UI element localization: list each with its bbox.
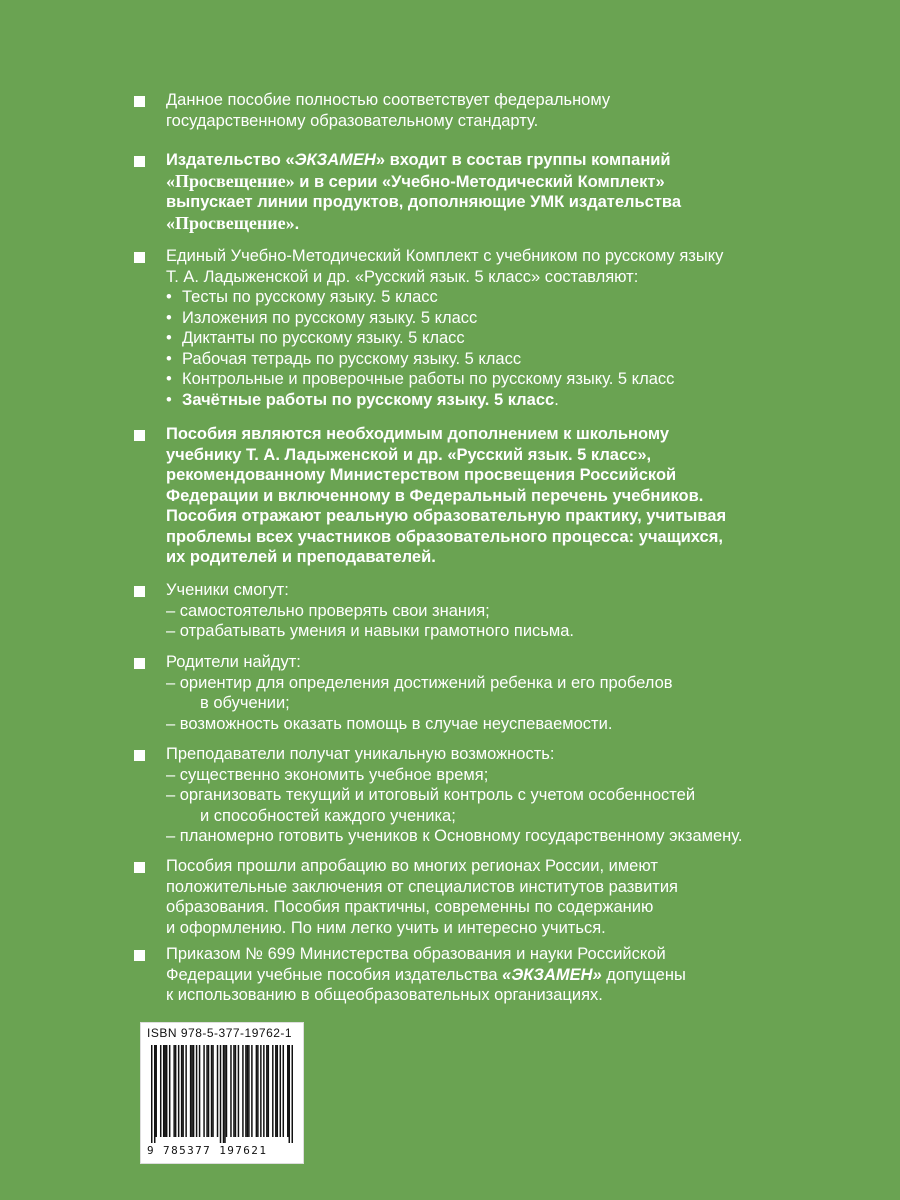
bullet-teachers [140, 744, 860, 847]
list-item: • Рабочая тетрадь по русскому языку. 5 класс [166, 349, 522, 368]
barcode-bar [185, 1045, 186, 1137]
square-bullet-icon [134, 586, 145, 597]
text-line: – организовать текущий и итоговый контроль с учетом особенностей [166, 786, 696, 804]
text-line: учебнику Т. А. Ладыженской и др. «Русский язык. 5 класс», [166, 445, 652, 464]
text-line: Федерации и включенному в Федеральный перечень учебников. [166, 486, 704, 505]
text-line: и способностей каждого ученика; [200, 806, 456, 825]
barcode-bar [182, 1045, 183, 1137]
barcode-bar [212, 1045, 213, 1137]
barcode-bar [154, 1045, 155, 1143]
text-line: их родителей и преподавателей. [166, 548, 436, 566]
text-line: проблемы всех участников образовательного процесса: учащихся, [166, 527, 723, 546]
bullet-approbation [140, 856, 860, 938]
barcode-bar [166, 1045, 167, 1137]
text-line: – возможность оказать помощь в случае неуспеваемости. [166, 714, 613, 733]
barcode-bars-icon [151, 1045, 293, 1143]
barcode-bar [268, 1045, 269, 1137]
bullet-parents [140, 652, 860, 734]
barcode-bar [203, 1045, 204, 1137]
barcode-bar [160, 1045, 161, 1137]
barcode-bar [263, 1045, 264, 1137]
text-line: к использованию в общеобразовательных организациях. [166, 986, 603, 1004]
barcode-bar [226, 1045, 227, 1137]
square-bullet-icon [134, 862, 145, 873]
barcode-bar [256, 1045, 257, 1137]
barcode-digits: 9 785377 197621 [147, 1144, 268, 1157]
barcode-bar [238, 1045, 239, 1137]
text-line: и оформлению. По ним легко учить и интересно учиться. [166, 918, 606, 937]
barcode-bar [272, 1045, 273, 1137]
barcode-bar [175, 1045, 176, 1137]
bullet-students [140, 580, 860, 642]
text-line: выпускает линии продуктов, дополняющие УМК издательства [166, 193, 682, 211]
barcode-bar [233, 1045, 234, 1137]
barcode-bar [173, 1045, 174, 1137]
text-line: – существенно экономить учебное время; [166, 765, 489, 784]
bullet-order [140, 944, 860, 1006]
list-item: • Контрольные и проверочные работы по русскому языку. 5 класс [166, 370, 675, 388]
barcode-bar [223, 1045, 224, 1143]
text-line: образования. Пособия практичны, современны по содержанию [166, 898, 654, 916]
barcode-bar [220, 1045, 221, 1143]
square-bullet-icon [134, 658, 145, 669]
barcode-bar [190, 1045, 191, 1137]
barcode-bar [164, 1045, 165, 1137]
text-line: – ориентир для определения достижений ребенка и его пробелов [166, 673, 673, 692]
square-bullet-icon [134, 750, 145, 761]
list-item: • Изложения по русскому языку. 5 класс [166, 308, 478, 327]
text-line: Приказом № 699 Министерства образования и науки Российской [166, 945, 666, 963]
barcode-bar [155, 1045, 156, 1137]
barcode-bar [196, 1045, 197, 1137]
text-line: Т. А. Ладыженской и др. «Русский язык. 5 класс» составляют: [166, 267, 639, 286]
barcode-bar [199, 1045, 200, 1137]
barcode-bar [242, 1045, 243, 1137]
text-line: Пособия отражают реальную образовательную практику, учитывая [166, 507, 727, 525]
barcode-bar [163, 1045, 164, 1137]
barcode-bar [211, 1045, 212, 1137]
text-line: – планомерно готовить учеников к Основному государственному экзамену. [166, 827, 743, 845]
barcode-bar [230, 1045, 231, 1137]
barcode-bar [251, 1045, 252, 1137]
barcode-bar [292, 1045, 293, 1143]
text-line: Федерации учебные пособия издательства «ЭКЗАМЕН» допущены [166, 965, 686, 984]
text-line: – самостоятельно проверять свои знания; [166, 601, 490, 620]
text-line: – отрабатывать умения и навыки грамотного письма. [166, 622, 574, 640]
text-line: «Просвещение» и в серии «Учебно-Методический Комплект» [166, 170, 665, 191]
barcode-bar [277, 1045, 278, 1137]
list-item: • Диктанты по русскому языку. 5 класс [166, 329, 465, 347]
barcode-bar [257, 1045, 258, 1137]
text-line: Пособия прошли апробацию во многих регионах России, имеют [166, 857, 658, 875]
barcode-bar [181, 1045, 182, 1137]
text-line: Данное пособие полностью соответствует федеральному [166, 91, 611, 109]
text-line: Издательство «ЭКЗАМЕН» входит в состав группы компаний [166, 151, 671, 169]
barcode-bar [193, 1045, 194, 1137]
barcode-bar [191, 1045, 192, 1137]
barcode-bar [151, 1045, 152, 1143]
isbn-label: ISBN 978-5-377-19762-1 [147, 1026, 293, 1040]
barcode-bar [217, 1045, 218, 1137]
barcode-bar [260, 1045, 261, 1137]
barcode-bar [275, 1045, 276, 1137]
barcode-bar [235, 1045, 236, 1137]
barcode-bar [245, 1045, 246, 1137]
barcode-bar [224, 1045, 225, 1143]
barcode-bar [248, 1045, 249, 1137]
text-line: Ученики смогут: [166, 581, 289, 599]
text-line: положительные заключения от специалистов институтов развития [166, 877, 678, 896]
square-bullet-icon [134, 252, 145, 263]
square-bullet-icon [134, 156, 145, 167]
text-line: рекомендованному Министерством просвещения Российской [166, 466, 677, 484]
bullet-umk [140, 246, 860, 410]
bullet-benefits [140, 424, 860, 568]
barcode-bar [178, 1045, 179, 1137]
square-bullet-icon [134, 430, 145, 441]
barcode [140, 1022, 304, 1164]
barcode-bar [287, 1045, 288, 1137]
square-bullet-icon [134, 950, 145, 961]
text-line: Пособия являются необходимым дополнением к школьному [166, 425, 670, 443]
text-line: Родители найдут: [166, 653, 301, 671]
barcode-bar [208, 1045, 209, 1137]
text-line: в обучении; [200, 694, 290, 712]
text-line: Преподаватели получат уникальную возможность: [166, 745, 555, 763]
square-bullet-icon [134, 96, 145, 107]
barcode-bar [280, 1045, 281, 1137]
barcode-bar [206, 1045, 207, 1137]
text-line: «Просвещение». [166, 212, 300, 233]
bullet-publisher [140, 150, 860, 234]
list-item: • Зачётные работы по русскому языку. 5 класс. [166, 390, 559, 409]
barcode-bar [247, 1045, 248, 1137]
bullet-fgos [140, 90, 860, 131]
barcode-bar [266, 1045, 267, 1137]
barcode-bar [169, 1045, 170, 1137]
barcode-bar [289, 1045, 290, 1143]
text-line: государственному образовательному стандарту. [166, 111, 539, 130]
barcode-bar [283, 1045, 284, 1137]
list-item: • Тесты по русскому языку. 5 класс [166, 288, 438, 306]
text-line: Единый Учебно-Методический Комплект с учебником по русскому языку [166, 247, 724, 265]
